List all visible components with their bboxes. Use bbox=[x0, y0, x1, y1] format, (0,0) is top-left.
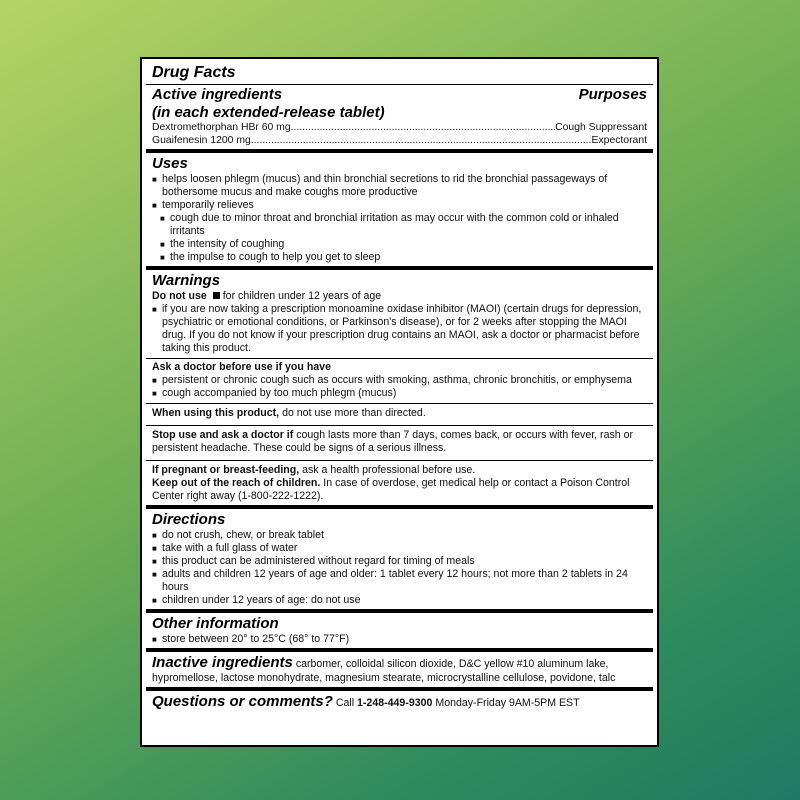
keep-out-text: In case of overdose, get medical help or contact a Poison Control Center right away (1-800-222-1222). bbox=[152, 477, 630, 502]
drug-facts-title: Drug Facts bbox=[152, 64, 236, 81]
do-not-use-line bbox=[152, 290, 647, 303]
ingredient-row bbox=[152, 135, 647, 150]
bullet-icon: ■ bbox=[152, 305, 157, 314]
call-hours: Monday-Friday 9AM-5PM EST bbox=[432, 697, 580, 709]
leader-dots bbox=[251, 135, 592, 148]
bullet-icon: ■ bbox=[152, 376, 157, 385]
inactive-ingredients-heading: Inactive ingredients bbox=[152, 654, 293, 671]
bullet-icon: ■ bbox=[152, 570, 157, 579]
stop-use-text: cough lasts more than 7 days, comes back, or occurs with fever, rash or persistent headache. These could be signs of a serious illness. bbox=[152, 429, 634, 454]
questions-line bbox=[152, 693, 647, 711]
bullet-icon: ■ bbox=[152, 557, 157, 566]
bullet-icon: ■ bbox=[160, 253, 165, 262]
ask-doctor-label: Ask a doctor before use if you have bbox=[152, 361, 331, 373]
stop-use-label: Stop use and ask a doctor if bbox=[152, 429, 294, 441]
active-ingredients-heading: Active ingredients bbox=[152, 86, 283, 103]
bullet-icon: ■ bbox=[152, 175, 157, 184]
bullet-icon: ■ bbox=[152, 201, 157, 210]
ingredient-purpose: Expectorant bbox=[591, 134, 647, 146]
list-item bbox=[152, 594, 647, 607]
uses-section bbox=[146, 153, 653, 270]
ask-doctor-subsection bbox=[146, 358, 653, 400]
active-ingredients-subheading: (in each extended-release tablet) bbox=[152, 104, 385, 121]
do-not-use-label: Do not use bbox=[152, 290, 207, 302]
ingredient-purpose: Cough Suppressant bbox=[555, 122, 647, 133]
pregnant-line bbox=[152, 464, 647, 477]
uses-heading: Uses bbox=[152, 155, 188, 172]
inactive-ingredients-section bbox=[146, 652, 653, 691]
list-item-text: helps loosen phlegm (mucus) and thin bronchial secretions to rid the bronchial passageways of bothersome mucus and make coughs more productive bbox=[162, 173, 608, 198]
do-not-use-item: for children under 12 years of age bbox=[222, 290, 382, 302]
list-item-text: the intensity of coughing bbox=[170, 238, 285, 250]
leader-dots bbox=[291, 122, 556, 135]
list-item bbox=[152, 374, 647, 387]
list-subitem bbox=[152, 251, 647, 264]
drug-facts-panel bbox=[140, 57, 659, 747]
list-item-text: this product can be administered without regard for timing of meals bbox=[162, 555, 475, 567]
warnings-heading: Warnings bbox=[152, 272, 221, 289]
stop-use-line bbox=[152, 429, 647, 455]
list-subitem bbox=[152, 238, 647, 251]
list-item bbox=[152, 568, 647, 594]
ingredient-row bbox=[152, 122, 647, 135]
other-information-section bbox=[146, 613, 653, 652]
stop-use-subsection bbox=[146, 425, 653, 457]
keep-out-line bbox=[152, 477, 647, 503]
list-item-text: children under 12 years of age: do not use bbox=[162, 594, 361, 606]
list-item-text: temporarily relieves bbox=[162, 199, 254, 211]
when-using-text: do not use more than directed. bbox=[279, 407, 426, 419]
list-item-text: if you are now taking a prescription monoamine oxidase inhibitor (MAOI) (certain drugs for depression, psychiatric or emotional conditions, or Parkinson's disease), or for 2 weeks after stopping the MAOI drug. If you do not know if your prescription drug contains an MAOI, ask a doctor or pharmacist before taking this product. bbox=[162, 303, 642, 354]
list-item-text: do not crush, chew, or break tablet bbox=[162, 529, 324, 541]
list-item-text: the impulse to cough to help you get to sleep bbox=[170, 251, 381, 263]
list-item bbox=[152, 173, 647, 199]
when-using-subsection bbox=[146, 403, 653, 422]
bullet-icon: ■ bbox=[160, 214, 165, 223]
call-prefix: Call bbox=[332, 697, 358, 709]
list-subitem bbox=[152, 212, 647, 238]
active-ingredients-section bbox=[146, 62, 653, 153]
phone-number: 1-248-449-9300 bbox=[357, 697, 433, 709]
keep-out-label: Keep out of the reach of children. bbox=[152, 477, 321, 489]
list-item bbox=[152, 555, 647, 568]
inactive-ingredients-line bbox=[152, 654, 647, 685]
questions-heading: Questions or comments? bbox=[152, 693, 333, 710]
list-item bbox=[152, 529, 647, 542]
list-item bbox=[152, 542, 647, 555]
bullet-icon bbox=[213, 292, 220, 299]
list-item-text: store between 20° to 25°C (68° to 77°F) bbox=[162, 633, 350, 645]
list-item-text: take with a full glass of water bbox=[162, 542, 298, 554]
ingredient-name: Dextromethorphan HBr 60 mg bbox=[152, 122, 291, 133]
list-item bbox=[152, 387, 647, 400]
when-using-label: When using this product, bbox=[152, 407, 280, 419]
other-information-heading: Other information bbox=[152, 615, 279, 632]
warnings-section bbox=[146, 270, 653, 509]
questions-section bbox=[146, 691, 653, 713]
list-item-text: cough due to minor throat and bronchial irritation as may occur with the common cold or inhaled irritants bbox=[170, 212, 619, 237]
list-item-text: cough accompanied by too much phlegm (mucus) bbox=[162, 387, 397, 399]
directions-section bbox=[146, 509, 653, 613]
bullet-icon: ■ bbox=[152, 635, 157, 644]
pregnant-label: If pregnant or breast-feeding, bbox=[152, 464, 300, 476]
directions-heading: Directions bbox=[152, 511, 226, 528]
inactive-ingredients-text: carbomer, colloidal silicon dioxide, D&C yellow #10 aluminum lake, hypromellose, lactose monohydrate, magnesium stearate, microcrystalline cellulose, povidone, talc bbox=[152, 658, 616, 684]
bullet-icon: ■ bbox=[152, 596, 157, 605]
list-item bbox=[152, 303, 647, 355]
purposes-heading: Purposes bbox=[578, 86, 647, 103]
when-using-line bbox=[152, 407, 647, 420]
bullet-icon: ■ bbox=[152, 531, 157, 540]
bullet-icon: ■ bbox=[152, 544, 157, 553]
list-item bbox=[152, 633, 647, 646]
bullet-icon: ■ bbox=[152, 389, 157, 398]
list-item-text: adults and children 12 years of age and older: 1 tablet every 12 hours; not more than 2 tablets in 24 hours bbox=[162, 568, 628, 593]
pregnant-text: ask a health professional before use. bbox=[299, 464, 476, 476]
bullet-icon: ■ bbox=[160, 240, 165, 249]
pregnancy-subsection bbox=[146, 460, 653, 503]
ingredient-name: Guaifenesin 1200 mg bbox=[152, 134, 251, 146]
list-item bbox=[152, 199, 647, 212]
list-item-text: persistent or chronic cough such as occurs with smoking, asthma, chronic bronchitis, or emphysema bbox=[162, 374, 632, 386]
